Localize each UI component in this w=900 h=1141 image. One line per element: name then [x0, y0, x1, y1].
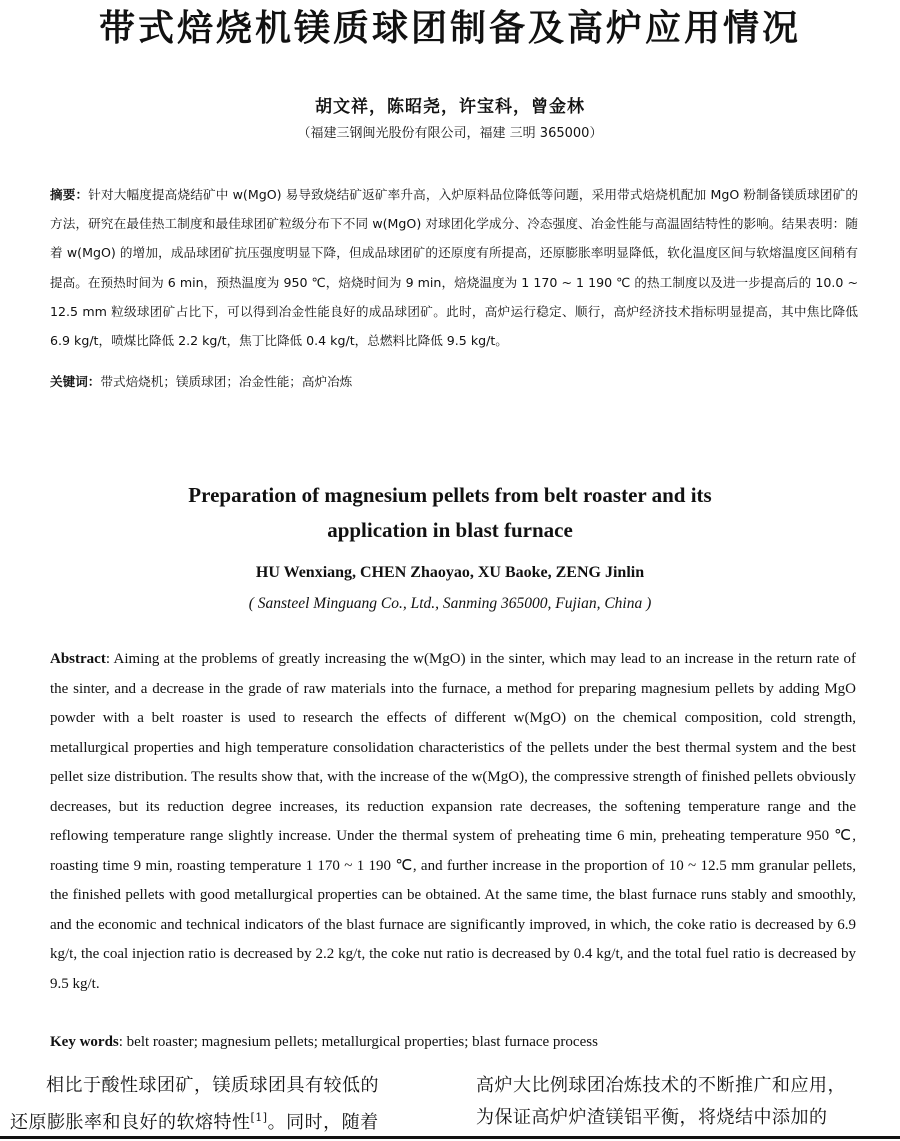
chinese-authors: 胡文祥，陈昭尧，许宝科，曾金林	[315, 97, 585, 117]
english-title-line-2: application in blast furnace	[327, 518, 573, 542]
body-right-line-2: 为保证高炉炉渣镁铝平衡，将烧结中添加的	[476, 1107, 828, 1128]
english-abstract-text: Aiming at the problems of greatly increasing the w(MgO) in the sinter, which may lead to an increase in the return rate of the sinter, and a decrease in the grade of raw materials into the furnace, a method for preparing magnesium pellets by adding MgO powder with a belt roaster is used to research the effects of different w(MgO) on the chemical composition, cold strength, metallurgical properties and high temperature consolidation characteristics of the pellets under the best thermal system and the best pellet size distribution. The results show that, with the increase of the w(MgO), the compressive strength of finished pellets obviously decreases, but its reduction degree increases, its reduction expansion rate decreases, the softening temperature range and the reflowing temperature range slightly increase. Under the thermal system of preheating time 6 min, preheating temperature 950 ℃, roasting time 9 min, roasting temperature 1 170 ~ 1 190 ℃, and further increase in the proportion of 10 ~ 12.5 mm granular pellets, the finished pellets with good metallurgical properties can be obtained. At the same time, the blast furnace runs stably and smoothly, and the economic and technical indicators of the blast furnace are significantly improved, in which, the coke ratio is decreased by 6.9 kg/t, the coal injection ratio is decreased by 2.2 kg/t, the coke nut ratio is decreased by 0.4 kg/t, and the total fuel ratio is decreased by 9.5 kg/t.	[50, 651, 856, 992]
body-left-line-2-a: 还原膨胀率和良好的软熔特性	[10, 1112, 251, 1133]
citation-ref[interactable]: [1]	[250, 1111, 268, 1124]
body-left-line-2-b: 。同时，随着	[267, 1112, 379, 1133]
english-title-line-1: Preparation of magnesium pellets from belt roaster and its	[188, 483, 712, 507]
chinese-affiliation: （福建三钢闽光股份有限公司，福建 三明 365000）	[297, 126, 603, 141]
body-left-line-2	[10, 1102, 430, 1139]
chinese-keywords	[50, 372, 858, 392]
chinese-keywords-text: 带式焙烧机；镁质球团；冶金性能；高炉冶炼	[100, 374, 353, 389]
chinese-abstract-text: 针对大幅度提高烧结矿中 w(MgO) 易导致烧结矿返矿率升高，入炉原料品位降低等问题，采用带式焙烧机配加 MgO 粉制备镁质球团矿的方法，研究在最佳热工制度和最佳球团矿粒级分布下不同 w(MgO) 对球团化学成分、冷态强度、冶金性能与高温固结特性的影响。结果表明：随着 w(MgO) 的增加，成品球团矿抗压强度明显下降，但成品球团矿的还原度有所提高，还原膨胀率明显降低，软化温度区间与软熔温度区间稍有提高。在预热时间为 6 min，预热温度为 950 ℃，焙烧时间为 9 min，焙烧温度为 1 170 ~ 1 190 ℃ 的热工制度以及进一步提高后的 10.0 ~ 12.5 mm 粒级球团矿占比下，可以得到冶金性能良好的成品球团矿。此时，高炉运行稳定、顺行，高炉经济技术指标明显提高，其中焦比降低 6.9 kg/t，喷煤比降低 2.2 kg/t，焦丁比降低 0.4 kg/t，总燃料比降低 9.5 kg/t。	[50, 187, 859, 349]
chinese-keywords-label: 关键词：	[50, 374, 101, 389]
body-left-column	[10, 1070, 430, 1139]
english-abstract-label: Abstract	[50, 651, 106, 667]
body-right-column	[476, 1070, 896, 1134]
chinese-abstract-label: 摘要：	[50, 187, 89, 202]
english-keywords-text: belt roaster; magnesium pellets; metallurgical properties; blast furnace process	[126, 1034, 598, 1050]
english-abstract-separator: :	[105, 651, 114, 667]
english-keywords	[50, 1028, 856, 1056]
english-title	[0, 478, 900, 548]
chinese-title: 带式焙烧机镁质球团制备及高炉应用情况	[98, 8, 801, 49]
body-right-line-1: 高炉大比例球团冶炼技术的不断推广和应用，	[476, 1075, 846, 1096]
english-keywords-label: Key words	[50, 1034, 119, 1050]
english-authors: HU Wenxiang, CHEN Zhaoyao, XU Baoke, ZENG Jinlin	[255, 564, 645, 581]
body-left-line-1: 相比于酸性球团矿，镁质球团具有较低的	[46, 1075, 379, 1096]
bottom-rule	[0, 1136, 900, 1139]
english-affiliation: ( Sansteel Minguang Co., Ltd., Sanming 365000, Fujian, China )	[248, 595, 652, 612]
english-abstract	[50, 645, 856, 999]
english-keywords-separator: :	[118, 1034, 127, 1050]
chinese-abstract	[50, 180, 858, 355]
